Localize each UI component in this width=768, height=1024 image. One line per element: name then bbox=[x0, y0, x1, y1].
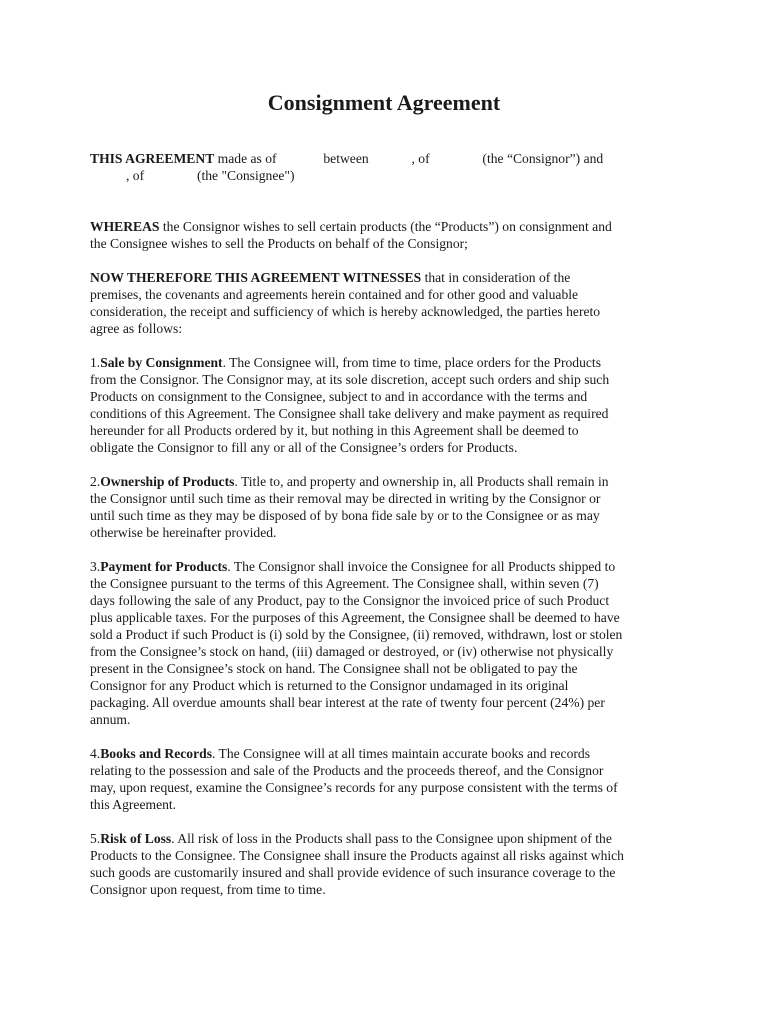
spacer bbox=[90, 456, 690, 473]
section-text: . Title to, and property and ownership in, all Products shall remain in bbox=[234, 474, 609, 489]
intro-paragraph bbox=[90, 150, 690, 184]
section-line: plus applicable taxes. For the purposes of this Agreement, the Consignee shall be deemed to have bbox=[90, 610, 620, 625]
section-line: conditions of this Agreement. The Consignee shall take delivery and make payment as required bbox=[90, 406, 609, 421]
section-line: Products on consignment to the Consignee, subject to and in accordance with the terms and bbox=[90, 389, 588, 404]
now-therefore-line-4: agree as follows: bbox=[90, 321, 183, 336]
section-ownership-of-products bbox=[90, 473, 690, 541]
section-books-and-records bbox=[90, 745, 690, 813]
section-line: sold a Product if such Product is (i) sold by the Consignee, (ii) removed, withdrawn, lost or stolen bbox=[90, 627, 623, 642]
intro-line-2 bbox=[90, 167, 690, 184]
section-number: 3. bbox=[90, 559, 101, 574]
section-line: from the Consignee’s stock on hand, (iii) damaged or destroyed, or (iv) otherwise not physically bbox=[90, 644, 614, 659]
document-title: Consignment Agreement bbox=[267, 90, 501, 115]
section-line: until such time as they may be disposed of by bona fide sale by or to the Consignee or as may bbox=[90, 508, 600, 523]
intro-consignor-role: (the “Consignor”) and bbox=[482, 151, 604, 166]
now-therefore-text: that in consideration of the bbox=[424, 270, 571, 285]
section-heading: Books and Records bbox=[100, 746, 212, 761]
whereas-paragraph bbox=[90, 218, 690, 252]
section-heading: Payment for Products bbox=[100, 559, 228, 574]
section-line: Consignor upon request, from time to time. bbox=[90, 882, 326, 897]
section-heading: Risk of Loss bbox=[100, 831, 172, 846]
section-text: . The Consignor shall invoice the Consignee for all Products shipped to bbox=[227, 559, 616, 574]
section-text: . All risk of loss in the Products shall pass to the Consignee upon shipment of the bbox=[171, 831, 612, 846]
section-payment-for-products bbox=[90, 558, 690, 728]
now-therefore-line-3: consideration, the receipt and sufficiency of which is hereby acknowledged, the parties hereto bbox=[90, 304, 601, 319]
section-first-line bbox=[90, 745, 690, 762]
section-heading: Ownership of Products bbox=[100, 474, 235, 489]
spacer bbox=[90, 252, 690, 269]
section-line: otherwise be hereinafter provided. bbox=[90, 525, 277, 540]
section-heading: Sale by Consignment bbox=[100, 355, 223, 370]
whereas-line-1 bbox=[90, 218, 690, 235]
section-first-line bbox=[90, 558, 690, 575]
whereas-text: the Consignor wishes to sell certain products (the “Products”) on consignment and bbox=[162, 219, 612, 234]
intro-of-1: , of bbox=[411, 151, 430, 166]
spacer bbox=[90, 337, 690, 354]
document-body bbox=[90, 150, 690, 898]
intro-of-2: , of bbox=[126, 168, 145, 183]
section-line: Consignor for any Product which is returned to the Consignor undamaged in its original bbox=[90, 678, 569, 693]
section-line: obligate the Consignor to fill any or all of the Consignee’s orders for Products. bbox=[90, 440, 518, 455]
spacer bbox=[90, 728, 690, 745]
section-line: may, upon request, examine the Consignee’s records for any purpose consistent with the terms of bbox=[90, 780, 618, 795]
section-line: Products to the Consignee. The Consignee shall insure the Products against all risks against which bbox=[90, 848, 624, 863]
section-line: hereunder for all Products ordered by it, but nothing in this Agreement shall be deemed to bbox=[90, 423, 579, 438]
section-line: days following the sale of any Product, pay to the Consignor the invoiced price of such Product bbox=[90, 593, 610, 608]
spacer bbox=[90, 184, 690, 218]
section-number: 1. bbox=[90, 355, 101, 370]
section-sale-by-consignment bbox=[90, 354, 690, 456]
section-number: 4. bbox=[90, 746, 101, 761]
now-therefore-paragraph bbox=[90, 269, 690, 337]
section-first-line bbox=[90, 830, 690, 847]
section-line: this Agreement. bbox=[90, 797, 177, 812]
section-line: present in the Consignee’s stock on hand. The Consignee shall not be obligated to pay the bbox=[90, 661, 578, 676]
now-therefore-bold: NOW THEREFORE THIS AGREEMENT WITNESSES bbox=[90, 270, 422, 285]
intro-bold: THIS AGREEMENT bbox=[90, 151, 215, 166]
section-text: . The Consignee will at all times maintain accurate books and records bbox=[212, 746, 590, 761]
section-line: the Consignor until such time as their removal may be directed in writing by the Consignor or bbox=[90, 491, 601, 506]
now-therefore-line-1 bbox=[90, 269, 690, 286]
spacer bbox=[90, 541, 690, 558]
intro-line-1 bbox=[90, 150, 690, 167]
section-number: 2. bbox=[90, 474, 101, 489]
intro-made-as-of: made as of bbox=[217, 151, 277, 166]
spacer bbox=[90, 813, 690, 830]
whereas-bold: WHEREAS bbox=[90, 219, 160, 234]
section-risk-of-loss bbox=[90, 830, 690, 898]
section-line: such goods are customarily insured and shall provide evidence of such insurance coverage to the bbox=[90, 865, 616, 880]
section-number: 5. bbox=[90, 831, 101, 846]
whereas-line-2: the Consignee wishes to sell the Products on behalf of the Consignor; bbox=[90, 236, 468, 251]
intro-between: between bbox=[323, 151, 369, 166]
section-line: packaging. All overdue amounts shall bear interest at the rate of twenty four percent (24%) per bbox=[90, 695, 605, 710]
section-line: the Consignee pursuant to the terms of this Agreement. The Consignee shall, within seven (7) bbox=[90, 576, 599, 591]
section-first-line bbox=[90, 473, 690, 490]
section-line: relating to the possession and sale of the Products and the proceeds thereof, and the Consignor bbox=[90, 763, 604, 778]
section-line: from the Consignor. The Consignor may, at its sole discretion, accept such orders and ship such bbox=[90, 372, 610, 387]
section-first-line bbox=[90, 354, 690, 371]
section-text: . The Consignee will, from time to time, place orders for the Products bbox=[222, 355, 601, 370]
intro-consignee-role: (the "Consignee") bbox=[196, 168, 295, 183]
now-therefore-line-2: premises, the covenants and agreements herein contained and for other good and valuable bbox=[90, 287, 579, 302]
section-line: annum. bbox=[90, 712, 131, 727]
